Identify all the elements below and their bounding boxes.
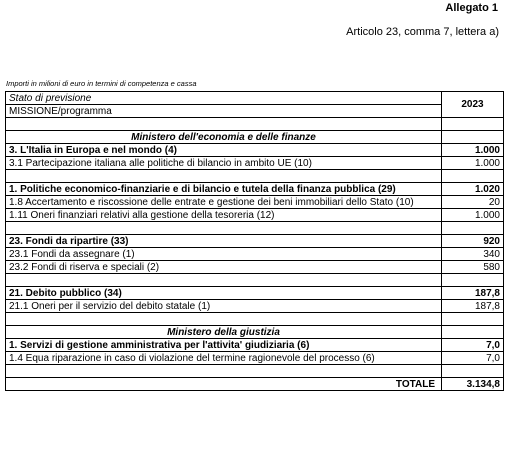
amount-cell: 7,0 xyxy=(442,339,504,352)
amount-cell: 20 xyxy=(442,196,504,209)
ministry-name: Ministero dell'economia e delle finanze xyxy=(6,131,442,144)
amount-cell: 580 xyxy=(442,261,504,274)
table-row xyxy=(6,300,504,313)
amount-cell: 1.000 xyxy=(442,144,504,157)
mission-label: 21. Debito pubblico (34) xyxy=(6,287,442,300)
header-year: 2023 xyxy=(442,92,504,118)
table-row xyxy=(6,196,504,209)
mission-label: 1. Politiche economico-finanziarie e di bilancio e tutela della finanza pubblica (29) xyxy=(6,183,442,196)
blank-row xyxy=(6,118,504,131)
blank-row xyxy=(6,222,504,235)
table-row xyxy=(6,248,504,261)
table-row xyxy=(6,339,504,352)
ministry-row xyxy=(6,326,504,339)
table-row xyxy=(6,287,504,300)
table-header-row xyxy=(6,105,504,118)
program-label: 3.1 Partecipazione italiana alle politiche di bilancio in ambito UE (10) xyxy=(6,157,442,170)
table-row xyxy=(6,157,504,170)
program-label: 23.2 Fondi di riserva e speciali (2) xyxy=(6,261,442,274)
mission-label: 1. Servizi di gestione amministrativa per l'attivita' giudiziaria (6) xyxy=(6,339,442,352)
blank-row xyxy=(6,365,504,378)
total-amount: 3.134,8 xyxy=(442,378,504,391)
table-row xyxy=(6,183,504,196)
table-row xyxy=(6,209,504,222)
amount-cell: 7,0 xyxy=(442,352,504,365)
program-label: 1.8 Accertamento e riscossione delle entrate e gestione dei beni immobiliari dello Stato (10) xyxy=(6,196,442,209)
articolo-reference: Articolo 23, comma 7, lettera a) xyxy=(346,26,499,38)
table-header-row xyxy=(6,92,504,105)
total-label: TOTALE xyxy=(6,378,442,391)
amounts-note: Importi in milioni di euro in termini di competenza e cassa xyxy=(6,79,197,88)
mission-label: 3. L'Italia in Europa e nel mondo (4) xyxy=(6,144,442,157)
blank-row xyxy=(6,170,504,183)
amount-cell: 187,8 xyxy=(442,300,504,313)
mission-label: 23. Fondi da ripartire (33) xyxy=(6,235,442,248)
amount-cell: 187,8 xyxy=(442,287,504,300)
budget-table xyxy=(5,91,504,391)
amount-cell: 1.000 xyxy=(442,157,504,170)
blank-row xyxy=(6,313,504,326)
blank-row xyxy=(6,274,504,287)
amount-cell: 340 xyxy=(442,248,504,261)
total-row xyxy=(6,378,504,391)
program-label: 1.4 Equa riparazione in caso di violazione del termine ragionevole del processo (6) xyxy=(6,352,442,365)
table-row xyxy=(6,352,504,365)
program-label: 23.1 Fondi da assegnare (1) xyxy=(6,248,442,261)
header-missione-programma: MISSIONE/programma xyxy=(6,105,442,118)
amount-cell: 1.000 xyxy=(442,209,504,222)
ministry-name: Ministero della giustizia xyxy=(6,326,442,339)
amount-cell: 920 xyxy=(442,235,504,248)
header-stato-previsione: Stato di previsione xyxy=(6,92,442,105)
allegato-label: Allegato 1 xyxy=(445,2,498,14)
table-row xyxy=(6,261,504,274)
table-row xyxy=(6,235,504,248)
program-label: 1.11 Oneri finanziari relativi alla gestione della tesoreria (12) xyxy=(6,209,442,222)
amount-cell: 1.020 xyxy=(442,183,504,196)
ministry-row xyxy=(6,131,504,144)
program-label: 21.1 Oneri per il servizio del debito statale (1) xyxy=(6,300,442,313)
table-row xyxy=(6,144,504,157)
